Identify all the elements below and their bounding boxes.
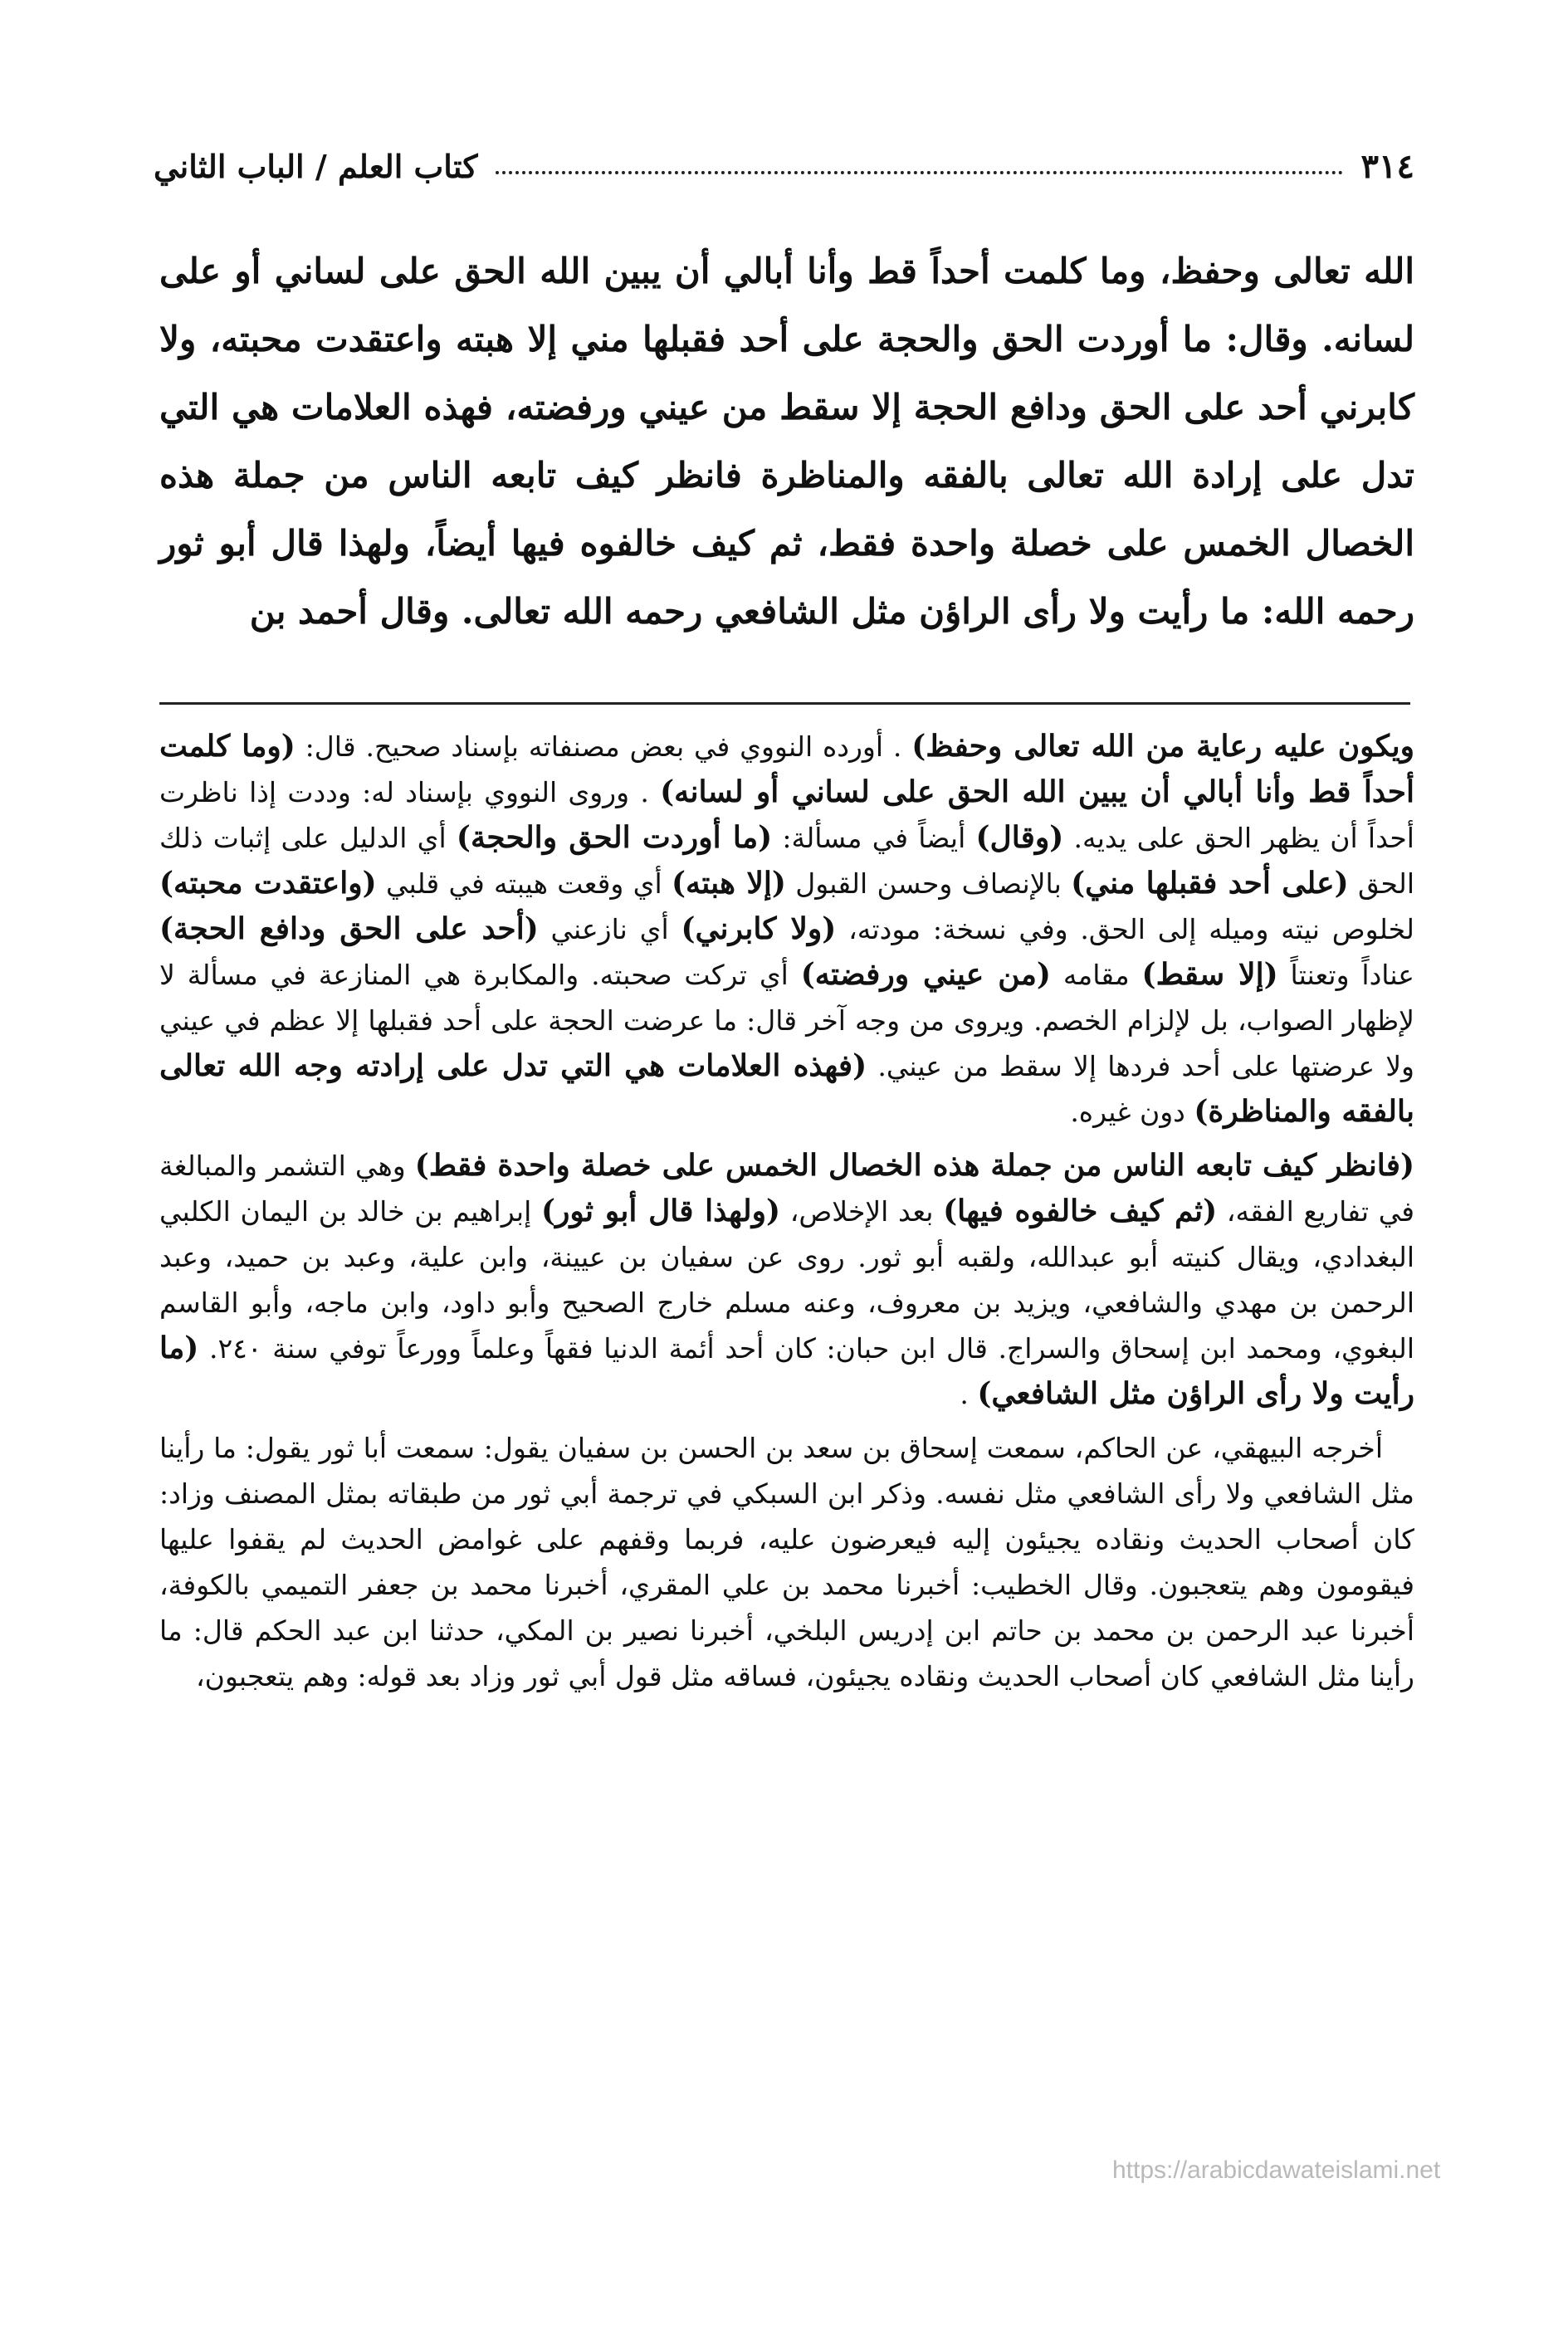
commentary-text: . وروى النووي بإسناد له: وددت إذا ناظرت أحداً أن يظهر الحق على يديه. xyxy=(159,776,1414,854)
quoted-phrase: (ولا كابرني) xyxy=(681,911,837,946)
commentary-paragraph-1 xyxy=(159,724,1414,1135)
main-text-block xyxy=(159,237,1414,646)
quoted-phrase: (على أحد فقبلها مني) xyxy=(1071,866,1349,901)
commentary-text: أي وقعت هيبته في قلبي xyxy=(386,867,662,900)
dotted-leader xyxy=(496,171,1342,174)
quoted-phrase: (ما رأيت ولا رأى الراؤن مثل الشافعي) xyxy=(159,1331,1414,1411)
commentary-text: عناداً وتعنتاً xyxy=(1290,959,1415,991)
quoted-phrase: (أحد على الحق ودافع الحجة) xyxy=(159,911,539,946)
quoted-phrase: (إلا سقط) xyxy=(1141,957,1278,992)
commentary-text: مقامه xyxy=(1062,959,1130,991)
commentary-text: . xyxy=(960,1378,969,1410)
quoted-phrase: ويكون عليه رعاية من الله تعالى وحفظ) xyxy=(911,729,1415,764)
commentary-paragraph-2 xyxy=(159,1143,1414,1417)
commentary-text: وهي التشمر والمبالغة في تفاريع الفقه، xyxy=(159,1150,1415,1228)
running-header xyxy=(154,141,1414,191)
commentary-text: أيضاً في مسألة: xyxy=(782,822,966,854)
quoted-phrase: (واعتقدت محبته) xyxy=(159,866,377,901)
commentary-block xyxy=(159,724,1414,1699)
quoted-phrase: (ولهذا قال أبو ثور) xyxy=(540,1194,781,1228)
main-paragraph: الله تعالى وحفظ، وما كلمت أحداً قط وأنا أبالي أن يبين الله الحق على لساني أو على لسانه. وقال: ما أوردت الحق والحجة على أحد فقبلها مني إلا هبته واعتقدت محبته، ولا كابرني أحد على الحق ودافع الحجة إلا سقط من عيني ورفضته، فهذه العلامات هي التي تدل على إرادة الله تعالى بالفقه والمناظرة فانظر كيف تابعه الناس من جملة هذه الخصال الخمس على خصلة واحدة فقط، ثم كيف خالفوه فيها أيضاً، ولهذا قال أبو ثور رحمه الله: ما رأيت ولا رأى الراؤن مثل الشافعي رحمه الله تعالى. وقال أحمد بن xyxy=(159,251,1414,632)
quoted-phrase: (من عيني ورفضته) xyxy=(800,957,1051,992)
quoted-phrase: (فهذه العلامات هي التي تدل على إرادته وجه الله تعالى بالفقه والمناظرة) xyxy=(159,1048,1414,1129)
commentary-text: أي تركت صحبته. والمكابرة هي المنازعة في مسألة لا لإظهار الصواب، بل لإلزام الخصم. ويروى من وجه آخر قال: ما عرضت الحجة على أحد فقبلها إلا عظم في عيني ولا عرضتها على أحد فردها إلا سقط من عيني. xyxy=(159,959,1414,1082)
commentary-text: أي الدليل على إثبات ذلك الحق xyxy=(159,822,1415,900)
footnote-separator xyxy=(159,702,1410,705)
watermark-url: https://arabicdawateislami.net xyxy=(1112,2156,1441,2184)
commentary-text: بالإنصاف وحسن القبول xyxy=(795,867,1062,900)
commentary-text: لخلوص نيته وميله إلى الحق. وفي نسخة: مودته، xyxy=(848,913,1414,945)
quoted-phrase: (ثم كيف خالفوه فيها) xyxy=(943,1194,1218,1228)
commentary-paragraph-3: أخرجه البيهقي، عن الحاكم، سمعت إسحاق بن سعد بن الحسن بن سفيان يقول: سمعت أبا ثور يقول: ما رأينا مثل الشافعي ولا رأى الشافعي مثل نفسه. وذكر ابن السبكي في ترجمة أبي ثور من طبقاته بمثل المصنف وزاد: كان أصحاب الحديث ونقاده يجيئون إليه فيعرضون عليه، فربما وقفهم على غوامض الحديث لم يقفوا عليها فيقومون وهم يتعجبون. وقال الخطيب: أخبرنا محمد بن علي المقري، أخبرنا محمد بن جعفر التميمي بالكوفة، أخبرنا عبد الرحمن بن محمد بن حاتم ابن إدريس البلخي، أخبرنا نصير بن المكي، حدثنا ابن عبد الحكم قال: ما رأينا مثل الشافعي كان أصحاب الحديث ونقاده يجيئون، فساقه مثل قول أبي ثور وزاد بعد قوله: وهم يتعجبون، xyxy=(159,1432,1414,1692)
quoted-phrase: (فانظر كيف تابعه الناس من جملة هذه الخصال الخمس على خصلة واحدة فقط) xyxy=(414,1148,1414,1183)
commentary-text: دون غيره. xyxy=(1070,1096,1185,1128)
commentary-text: إبراهيم بن خالد بن اليمان الكلبي البغدادي، ويقال كنيته أبو عبدالله، ولقبه أبو ثور. روى عن سفيان بن عيينة، وابن علية، وعبد بن حميد، وعبد الرحمن بن مهدي والشافعي، ويزيد بن معروف، وعنه مسلم خارج الصحيح وأبو داود، وابن ماجه، وأبو القاسم البغوي، ومحمد ابن إسحاق والسراج. قال ابن حبان: كان أحد أئمة الدنيا فقهاً وعلماً وورعاً توفي سنة ٢٤٠. xyxy=(159,1195,1414,1365)
quoted-phrase: (وقال) xyxy=(975,820,1064,855)
commentary-text: أي نازعني xyxy=(550,913,669,945)
quoted-phrase: (إلا هبته) xyxy=(671,866,786,901)
commentary-text: . أورده النووي في بعض مصنفاته بإسناد صحيح. قال: xyxy=(305,730,902,763)
running-title: كتاب العلم / الباب الثاني xyxy=(154,147,478,185)
quoted-phrase: (ما أوردت الحق والحجة) xyxy=(456,820,773,855)
page-number: ٣١٤ xyxy=(1360,146,1414,186)
commentary-text: بعد الإخلاص، xyxy=(789,1195,934,1228)
quoted-phrase: (وما كلمت أحداً قط وأنا أبالي أن يبين الله الحق على لساني أو لسانه) xyxy=(159,729,1414,809)
